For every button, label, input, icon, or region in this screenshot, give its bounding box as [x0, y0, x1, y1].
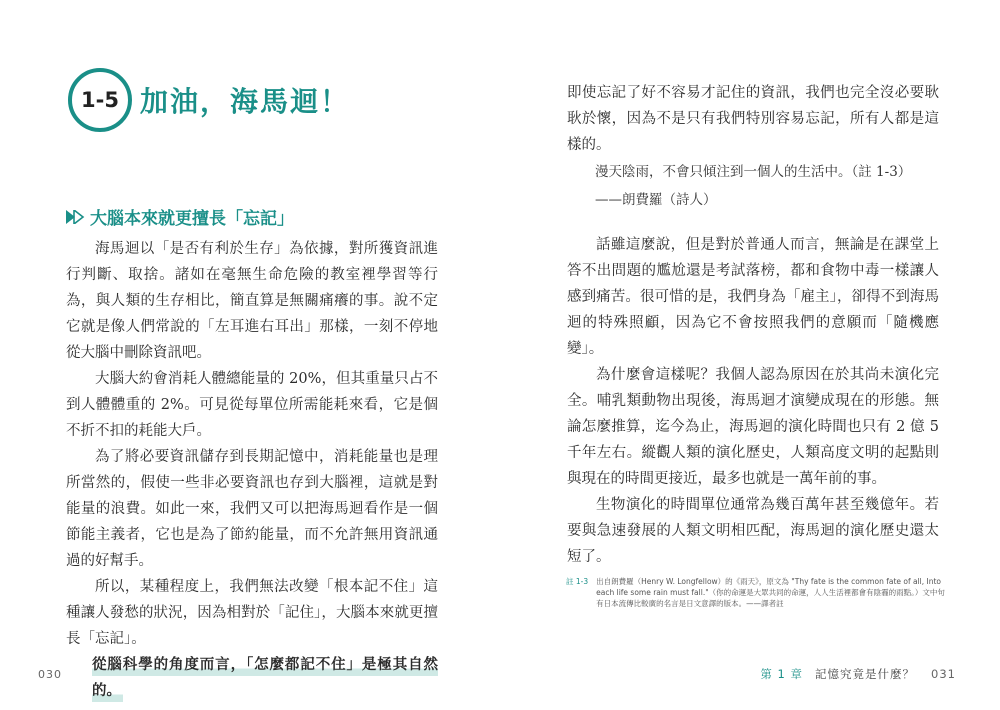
subheading — [66, 204, 294, 229]
right-body-text — [567, 232, 939, 570]
paragraph: 即使忘記了好不容易才記住的資訊，我們也完全沒必要耿耿於懷，因為不是只有我們特別容易忘記，所有人都是這樣的。 — [567, 85, 939, 153]
quote-block — [595, 158, 935, 214]
left-body-text — [66, 236, 438, 704]
paragraph: 海馬迴以「是否有利於生存」為依據，對所獲資訊進行判斷、取捨。諸如在毫無生命危險的教室裡學習等行為，與人類的生存相比，簡直算是無關痛癢的事。說不定它就是像人們常說的「左耳進右耳出」那樣，一刻不停地從大腦中刪除資訊吧。 — [66, 241, 438, 361]
opening-paragraph — [567, 80, 939, 158]
section-number: 1-5 — [81, 88, 119, 112]
highlighted-sentence: 從腦科學的角度而言，「怎麼都記不住」是極其自然的。 — [92, 656, 438, 702]
play-triangle-icon — [66, 210, 86, 224]
paragraph: 所以，某種程度上，我們無法改變「根本記不住」這種讓人發愁的狀況，因為相對於「記住」，大腦本來就更擅長「忘記」。 — [66, 579, 438, 647]
highlight-paragraph — [92, 652, 438, 704]
paragraph: 生物演化的時間單位通常為幾百萬年甚至幾億年。若要與急速發展的人類文明相匹配，海馬迴的演化歷史還太短了。 — [567, 497, 939, 565]
subheading-text: 大腦本來就更擅長「忘記」 — [90, 209, 294, 229]
chapter-label: 第 1 章 — [760, 667, 804, 681]
paragraph: 話雖這麼說，但是對於普通人而言，無論是在課堂上答不出問題的尷尬還是考試落榜，都和食物中毒一樣讓人感到痛苦。很可惜的是，我們身為「雇主」，卻得不到海馬迴的特殊照顧，因為它不會按照我們的意願而「隨機應變」。 — [567, 237, 939, 357]
footnote — [566, 576, 946, 609]
paragraph: 為了將必要資訊儲存到長期記憶中，消耗能量也是理所當然的，假使一些非必要資訊也存到大腦裡，這就是對能量的浪費。如此一來，我們又可以把海馬迴看作是一個節能主義者，它也是為了節約能量，而不允許無用資訊通過的好幫手。 — [66, 449, 438, 569]
footnote-label: 註 1-3 — [566, 577, 589, 586]
quote-attribution: ——朗費羅（詩人） — [595, 192, 717, 208]
page-number-left: 030 — [38, 668, 62, 681]
page-number-right: 031 — [931, 667, 956, 681]
paragraph: 大腦大約會消耗人體總能量的 20%，但其重量只占不到人體體重的 2%。可見從每單位所需能耗來看，它是個不折不扣的耗能大戶。 — [66, 371, 438, 439]
section-number-badge — [68, 68, 132, 132]
quote-line: 漫天陰雨，不會只傾注到一個人的生活中。（註 1-3） — [595, 164, 912, 180]
section-title: 加油，海馬迴！ — [140, 85, 351, 118]
paragraph: 為什麼會這樣呢？我個人認為原因在於其尚未演化完全。哺乳類動物出現後，海馬迴才演變成現在的形態。無論怎麼推算，迄今為止，海馬迴的演化時間也只有 2 億 5 千年左右。縱觀人類的演化歷史，人類高度文明的起點則與現在的時間更接近，最多也就是一萬年前的事。 — [567, 367, 939, 487]
footnote-text: 出自朗費羅（Henry W. Longfellow）的《雨天》，原文為 "Thy fate is the common fate of all, Into each life some rain must fall."（你的命運是大眾共同的命運，人人生活裡都會有陰霾的雨點。）文中句有日本流傳比較廣的名言是日文意譯的版本。——譯者註 — [596, 577, 945, 608]
running-footer — [760, 666, 956, 682]
chapter-title: 記憶究竟是什麼？ — [815, 667, 916, 681]
